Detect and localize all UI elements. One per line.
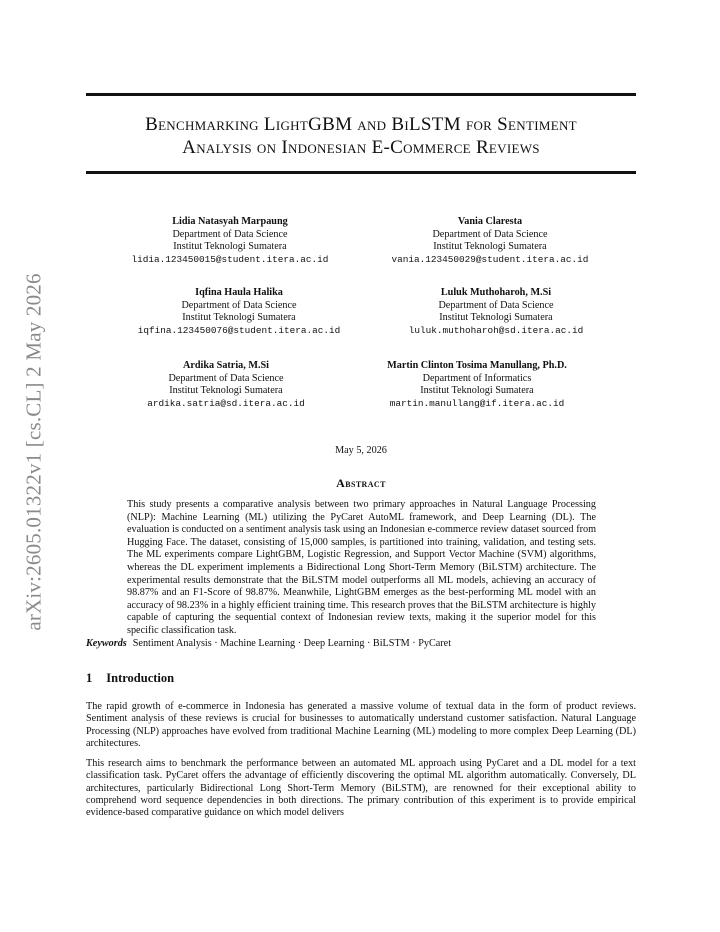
title-bottom-rule	[86, 171, 636, 174]
author-institution: Institut Teknologi Sumatera	[439, 312, 553, 324]
author-department: Department of Data Science	[438, 299, 554, 311]
author-institution: Institut Teknologi Sumatera	[169, 385, 283, 397]
author-block	[99, 287, 379, 337]
author-name: Iqfina Haula Halika	[195, 287, 283, 298]
abstract-heading: Abstract	[336, 476, 386, 490]
title-line: Analysis on Indonesian E-Commerce Reviews	[182, 137, 540, 158]
author-institution: Institut Teknologi Sumatera	[173, 241, 287, 253]
author-department: Department of Data Science	[432, 228, 548, 240]
author-name: Martin Clinton Tosima Manullang, Ph.D.	[387, 360, 567, 371]
arxiv-identifier	[12, 262, 56, 642]
author-name: Ardika Satria, M.Si	[182, 360, 270, 371]
author-block	[337, 360, 617, 410]
author-department: Department of Data Science	[172, 228, 288, 240]
author-block	[86, 360, 366, 410]
author-email[interactable]: lidia.123450015@student.itera.ac.id	[131, 253, 329, 265]
paper-title	[86, 113, 636, 159]
author-institution: Institut Teknologi Sumatera	[182, 312, 296, 324]
publication-date: May 5, 2026	[335, 445, 387, 456]
author-name: Luluk Muthoharoh, M.Si	[440, 287, 552, 298]
section-number: 1	[86, 671, 93, 685]
author-email[interactable]: vania.123450029@student.itera.ac.id	[391, 253, 589, 265]
keywords-line	[86, 638, 636, 649]
author-block	[356, 287, 636, 337]
author-email[interactable]: luluk.muthoharoh@sd.itera.ac.id	[408, 324, 584, 336]
arxiv-identifier-text: arXiv:2605.01322v1 [cs.CL] 2 May 2026	[21, 273, 46, 631]
author-institution: Institut Teknologi Sumatera	[420, 385, 534, 397]
author-department: Department of Data Science	[181, 299, 297, 311]
author-block	[350, 216, 630, 266]
section-title: Introduction	[106, 671, 175, 685]
title-top-rule	[86, 93, 636, 96]
author-email[interactable]: martin.manullang@if.itera.ac.id	[389, 397, 565, 409]
abstract-text: This study presents a comparative analysis between two primary approaches in Natural Language Processing (NLP): Machine Learning (ML) utilizing the PyCaret AutoML framework, and Deep Learning (DL). The evaluation is conducted on a sentiment analysis task using an Indonesian e-commerce review dataset sourced from Hugging Face. The dataset, consisting of 15,000 samples, is partitioned into training, validation, and testing sets. The ML experiments compare LightGBM, Logistic Regression, and Support Vector Machine (SVM) algorithms, whereas the DL experiment implements a Bidirectional Long Short-Term Memory (BiLSTM) architecture. The experimental results demonstrate that the BiLSTM model outperforms all ML models, achieving an accuracy of 98.87% and an F1-Score of 98.87%. Meanwhile, LightGBM emerges as the best-performing ML model with an accuracy of 98.23% in a highly efficient training time. This research proves that the BiLSTM architecture is highly capable of capturing the sequential context of Indonesian review texts, making it the superior model for this specific classification task.	[127, 499, 596, 636]
author-name: Lidia Natasyah Marpaung	[172, 216, 288, 227]
author-block	[90, 216, 370, 266]
body-paragraph: The rapid growth of e-commerce in Indonesia has generated a massive volume of textual data in the form of product reviews. Sentiment analysis of these reviews is crucial for businesses to automatically understand customer satisfaction. Natural Language Processing (NLP) approaches have evolved from traditional Machine Learning (ML) modeling to more complex Deep Learning (DL) architectures.	[86, 701, 636, 749]
body-paragraph: This research aims to benchmark the performance between an automated ML approach using PyCaret and a DL model for a text classification task. PyCaret offers the advantage of efficiently discovering the optimal ML algorithm automatically. Conversely, DL architectures, particularly Bidirectional Long Short-Term Memory (BiLSTM), are renowned for their exceptional ability to comprehend word sequence dependencies in both directions. The primary contribution of this experiment is to provide empirical evidence-based comparative guidance on which model delivers	[86, 758, 636, 819]
author-name: Vania Claresta	[457, 216, 523, 227]
title-line: Benchmarking LightGBM and BiLSTM for Sentiment	[145, 114, 577, 135]
keywords-label: Keywords	[86, 638, 127, 649]
keywords-list: Sentiment Analysis · Machine Learning · Deep Learning · BiLSTM · PyCaret	[132, 638, 452, 649]
author-email[interactable]: ardika.satria@sd.itera.ac.id	[147, 397, 305, 409]
author-email[interactable]: iqfina.123450076@student.itera.ac.id	[137, 324, 341, 336]
author-department: Department of Informatics	[422, 372, 532, 384]
author-department: Department of Data Science	[168, 372, 284, 384]
section-heading-introduction	[86, 671, 174, 686]
author-institution: Institut Teknologi Sumatera	[433, 241, 547, 253]
